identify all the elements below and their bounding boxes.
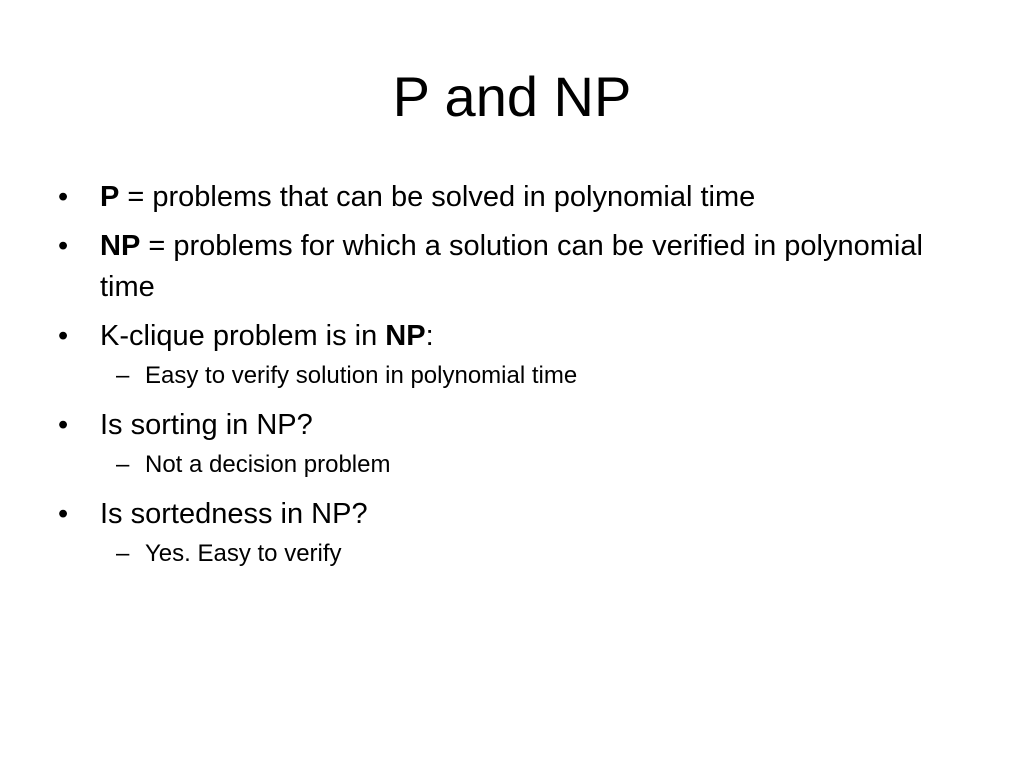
sub-bullet-item-easy-verify [58, 361, 958, 391]
bullet-list [58, 177, 958, 583]
slide-title: P and NP [392, 65, 632, 128]
term-np: NP [100, 230, 141, 262]
bullet-marker: • [58, 498, 69, 530]
sub-bullet-text: Yes. Easy to verify [145, 540, 342, 567]
dash-marker: – [116, 362, 130, 389]
sub-bullet-item-not-decision [58, 450, 958, 480]
bullet-marker: • [58, 320, 69, 352]
bullet-item-sorting [58, 405, 958, 446]
sub-bullet-item-yes [58, 539, 958, 569]
bullet-text: Is sortedness in NP? [100, 498, 368, 530]
bullet-item-p-definition [58, 177, 958, 218]
sub-bullet-text: Not a decision problem [145, 451, 391, 478]
bullet-item-np-definition [58, 226, 958, 308]
bullet-item-sortedness [58, 494, 958, 535]
bullet-text-suffix: : [425, 320, 434, 352]
bullet-item-k-clique [58, 316, 958, 357]
bullet-marker: • [58, 230, 69, 262]
bullet-marker: • [58, 409, 69, 441]
dash-marker: – [116, 540, 130, 567]
bullet-text: Is sorting in NP? [100, 409, 313, 441]
bullet-text: = problems for which a solution can be verified in polynomial time [100, 230, 923, 303]
term-p: P [100, 181, 120, 213]
bullet-text: = problems that can be solved in polynomial time [119, 181, 756, 213]
bullet-marker: • [58, 181, 69, 213]
sub-bullet-text: Easy to verify solution in polynomial time [145, 362, 578, 389]
term-np: NP [385, 320, 426, 352]
dash-marker: – [116, 451, 130, 478]
bullet-text: K-clique problem is in [100, 320, 386, 352]
